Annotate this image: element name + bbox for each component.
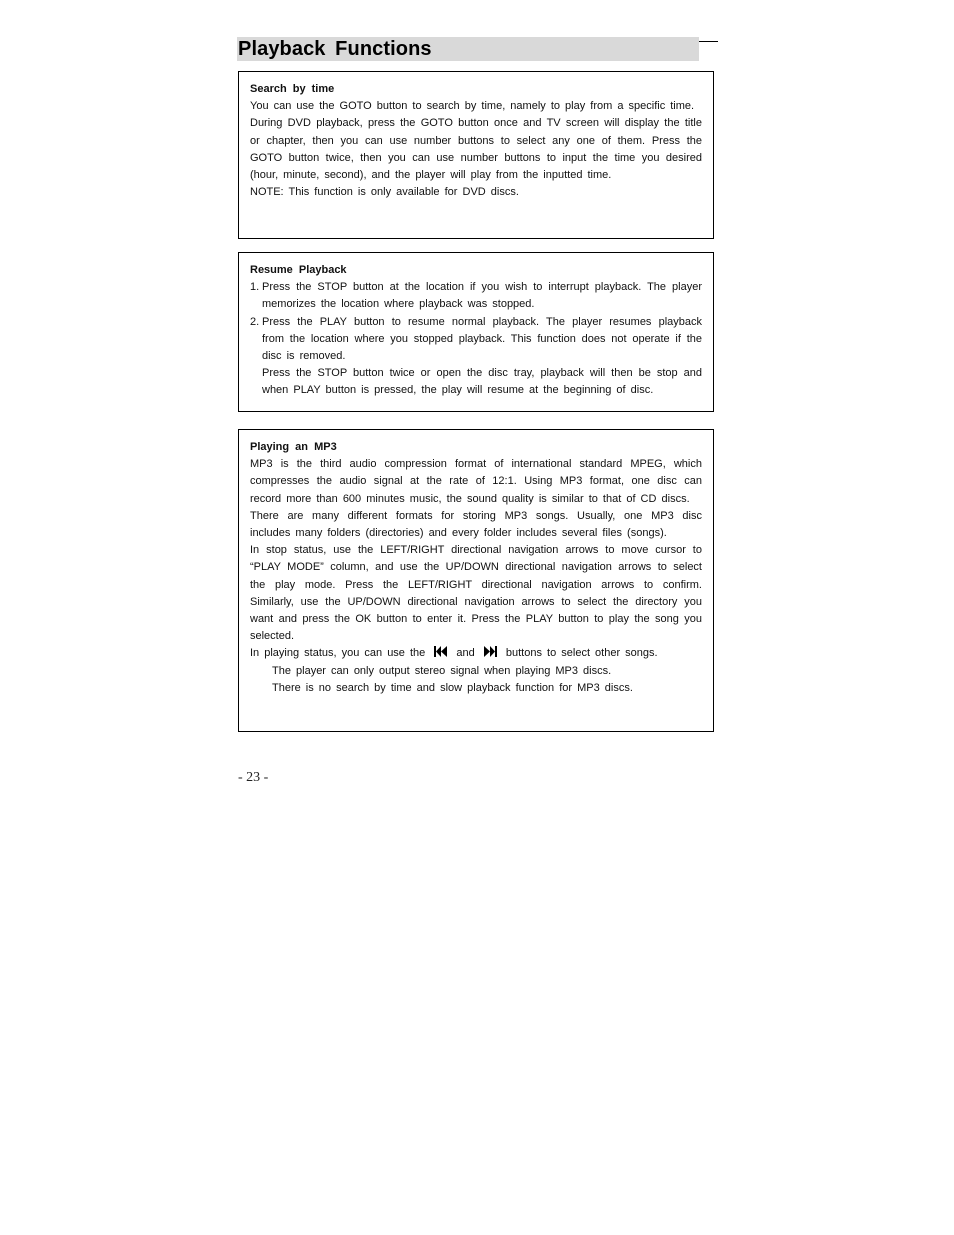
buttons-text-middle: and [456, 647, 475, 660]
page-number: - 23 - [238, 770, 269, 785]
paragraph: In stop status, use the LEFT/RIGHT directional navigation arrows to move cursor to “PLAY MODE” column, and use the UP/DOWN directional navigation arrows to select the play mode. Press the LEFT/RIGHT directional navigation arrows to confirm. Similarly, use the UP/DOWN directional navigation arrows to select the directory you want and press the OK button to enter it. Press the PLAY button to play the song you selected. [250, 544, 702, 643]
resume-playback-section [238, 252, 714, 412]
note-paragraph: There is no search by time and slow playback function for MP3 discs. [272, 681, 633, 694]
note-paragraph: NOTE: This function is only available for DVD discs. [250, 186, 519, 199]
title-bar [237, 37, 699, 61]
buttons-text-before: In playing status, you can use the [250, 647, 426, 660]
paragraph: You can use the GOTO button to search by time, namely to play from a specific time. [250, 100, 695, 113]
paragraph: MP3 is the third audio compression format of international standard MPEG, which compresses the audio signal at the rate of 12:1. Using MP3 format, one disc can record more than 600 minutes music, the sound quality is similar to that of CD discs. [250, 458, 702, 505]
list-item [250, 314, 702, 366]
skip-previous-icon [434, 646, 447, 657]
title-rule-right [699, 41, 718, 42]
section-heading: Search by time [250, 83, 335, 95]
list-text: Press the STOP button at the location if you wish to interrupt playback. The player memorizes the location where playback was stopped. [262, 281, 702, 311]
list-item [250, 279, 702, 313]
search-by-time-section [238, 71, 714, 239]
paragraph: During DVD playback, press the GOTO button once and TV screen will display the title or chapter, then you can use number buttons to select any one of them. Press the GOTO button twice, then you can use number buttons to input the time you desired (hour, minute, second), and the player will play from the inputted time. [250, 117, 702, 182]
section-heading: Resume Playback [250, 264, 347, 276]
list-number: 2. [250, 315, 260, 328]
paragraph: There are many different formats for storing MP3 songs. Usually, one MP3 disc includes many folders (directories) and every folder includes several files (songs). [250, 509, 702, 540]
skip-next-icon [484, 646, 497, 657]
section-heading: Playing an MP3 [250, 441, 337, 453]
note-paragraph: Press the STOP button twice or open the disc tray, playback will then be stop and when PLAY button is pressed, the play will resume at the beginning of disc. [262, 367, 702, 397]
playing-mp3-section [238, 429, 714, 732]
buttons-paragraph [250, 645, 702, 662]
note-paragraph: The player can only output stereo signal when playing MP3 discs. [272, 664, 612, 677]
buttons-text-after: buttons to select other songs. [505, 647, 658, 660]
page-title: Playback Functions [238, 38, 432, 60]
list-text: Press the PLAY button to resume normal playback. The player resumes playback from the location where you stopped playback. This function does not operate if the disc is removed. [262, 315, 702, 363]
list-number: 1. [250, 281, 260, 294]
